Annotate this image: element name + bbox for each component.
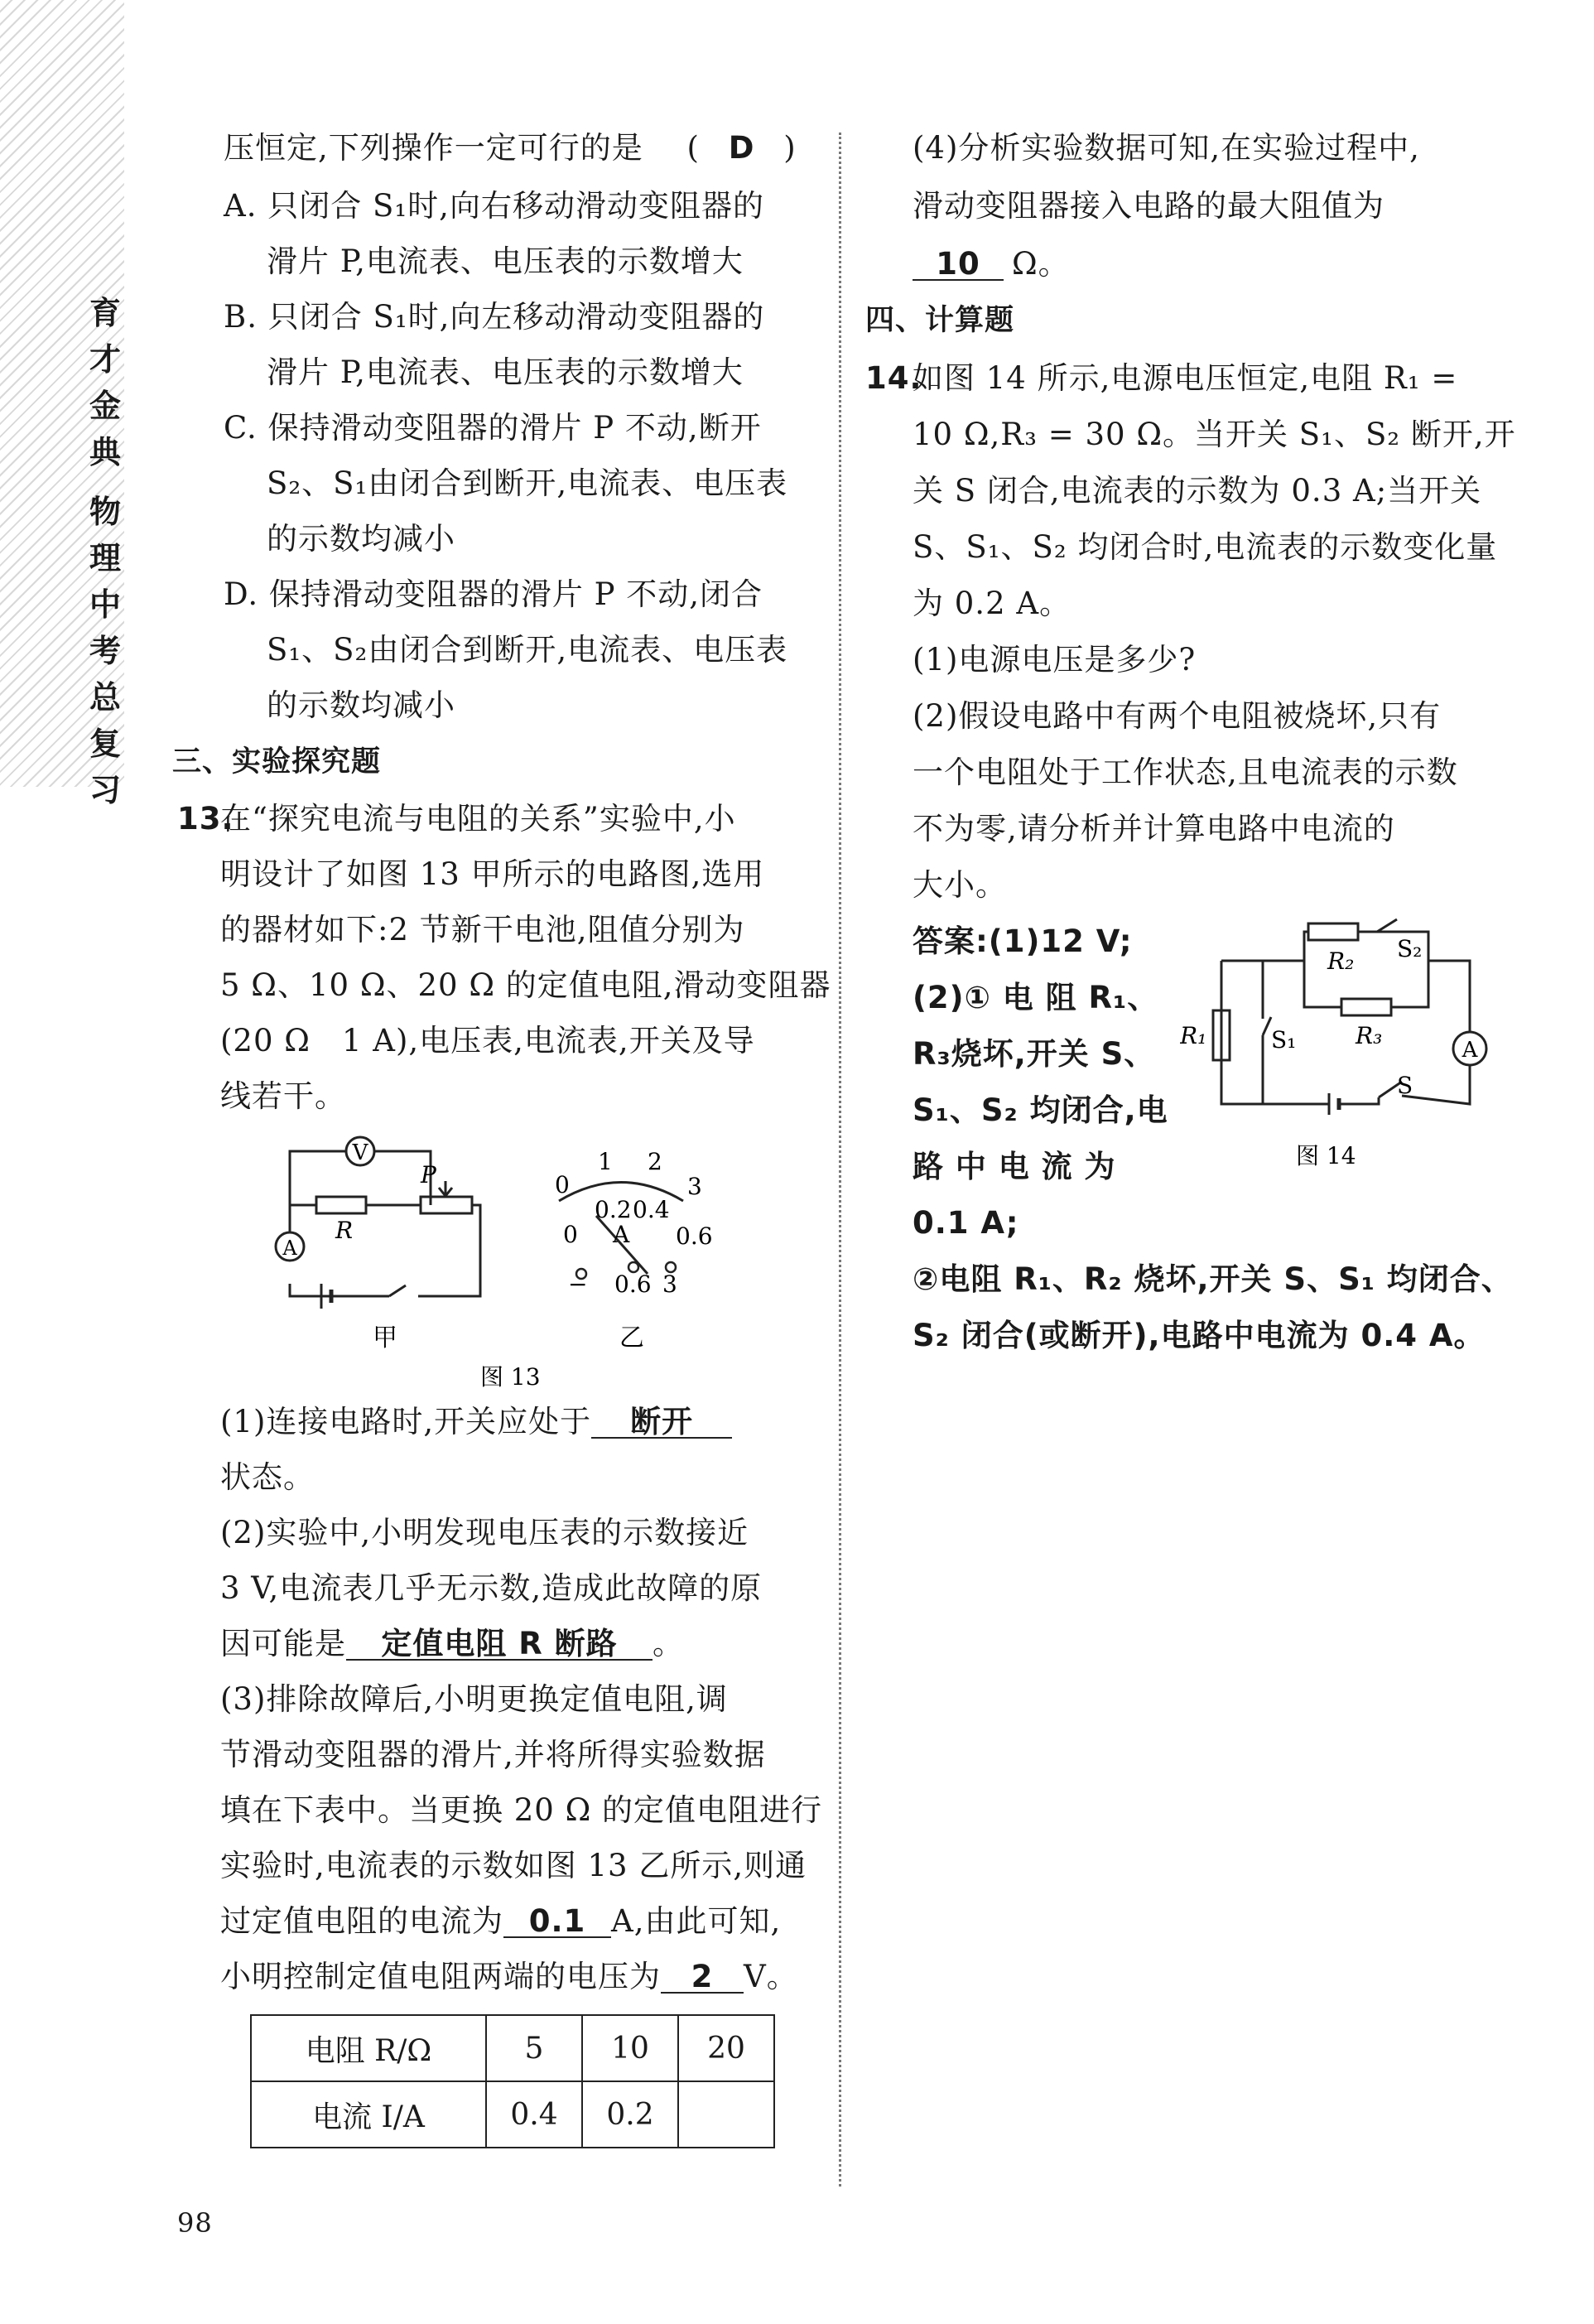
- q13-line3: 的器材如下:2 节新干电池,阻值分别为: [220, 912, 745, 947]
- fig14-r2-label: R₂: [1327, 947, 1355, 975]
- q13-number: 13.: [177, 801, 234, 837]
- fig14-s2-label: S₂: [1397, 935, 1423, 962]
- data-table: [250, 2014, 775, 2148]
- q13-part3-line2: 节滑动变阻器的滑片,并将所得实验数据: [220, 1737, 766, 1772]
- q13-part1-answer: 断开: [591, 1406, 732, 1439]
- answer-line7: ②电阻 R₁、R₂ 烧坏,开关 S、S₁ 均闭合、: [913, 1261, 1513, 1297]
- scale-inner-0: 0: [563, 1221, 578, 1248]
- terminal-3: 3: [662, 1270, 677, 1298]
- q13-part3-line3: 填在下表中。当更换 20 Ω 的定值电阻进行: [220, 1792, 823, 1828]
- terminal-06: 0.6: [614, 1270, 652, 1298]
- q14-sub1: (1)电源电压是多少?: [913, 642, 1197, 677]
- option-c-line2: S₂、S₁由闭合到断开,电流表、电压表: [267, 465, 788, 501]
- option-a-line1: A. 只闭合 S₁时,向右移动滑动变阻器的: [224, 188, 764, 224]
- fig13-r-label: R: [335, 1217, 354, 1244]
- q14-line3: 关 S 闭合,电流表的示数为 0.3 A;当开关: [913, 473, 1482, 509]
- table-cell: 0.4: [486, 2081, 582, 2148]
- meter-unit: A: [613, 1221, 630, 1248]
- fig13-a-label: A: [282, 1237, 297, 1260]
- q13-part3-line4: 实验时,电流表的示数如图 13 乙所示,则通: [220, 1848, 807, 1883]
- q13-part2-answer: 定值电阻 R 断路: [346, 1628, 653, 1661]
- q13-part4-line1: (4)分析实验数据可知,在实验过程中,: [913, 130, 1420, 166]
- book-subject: 物 理 中 考 总 复 习: [89, 493, 121, 808]
- table-row: [251, 2015, 774, 2081]
- figure-14: [1180, 911, 1495, 1184]
- answer-line8: S₂ 闭合(或断开),电路中电流为 0.4 A。: [913, 1318, 1486, 1353]
- table-cell: 电阻 R/Ω: [251, 2015, 486, 2081]
- q13-part1-end: 状态。: [220, 1459, 315, 1495]
- q14-sub2-line2: 一个电阻处于工作状态,且电流表的示数: [913, 755, 1458, 790]
- q13-line5: (20 Ω 1 A),电压表,电流表,开关及导: [220, 1023, 755, 1058]
- q13-line6: 线若干。: [220, 1078, 346, 1114]
- table-cell: [678, 2081, 774, 2148]
- answer-line1: 答案:(1)12 V;: [913, 923, 1133, 959]
- fig14-a-label: A: [1462, 1038, 1478, 1063]
- scale-outer-1: 1: [598, 1148, 613, 1175]
- q12-tail: 压恒定,下列操作一定可行的是 ( D ): [224, 130, 797, 166]
- fig13-v-label: V: [352, 1140, 368, 1165]
- q13-part1: (1)连接电路时,开关应处于 断开: [220, 1406, 732, 1439]
- book-title: 育 才 金 典: [89, 294, 121, 470]
- figure-13: [273, 1126, 803, 1400]
- fig14-r1-label: R₁: [1180, 1022, 1207, 1049]
- q14-sub2-line1: (2)假设电路中有两个电阻被烧坏,只有: [913, 698, 1442, 734]
- q13-voltage-answer: 2: [661, 1961, 744, 1994]
- q14-sub2-line4: 大小。: [913, 867, 1007, 903]
- section4-title: 四、计算题: [865, 304, 1015, 337]
- q13-part2-line1: (2)实验中,小明发现电压表的示数接近: [220, 1515, 749, 1550]
- q13-part3-line6: 小明控制定值电阻两端的电压为 2 V。: [220, 1959, 798, 1994]
- q14-line2: 10 Ω,R₃ = 30 Ω。当开关 S₁、S₂ 断开,开: [913, 417, 1516, 452]
- q14-line1: 如图 14 所示,电源电压恒定,电阻 R₁ =: [913, 360, 1458, 396]
- q13-part2-line2: 3 V,电流表几乎无示数,造成此故障的原: [220, 1570, 763, 1606]
- q13-line2: 明设计了如图 13 甲所示的电路图,选用: [220, 856, 765, 892]
- q13-part2-line3: 因可能是 定值电阻 R 断路 。: [220, 1626, 684, 1661]
- table-cell: 0.2: [582, 2081, 678, 2148]
- fig14-battery: [1329, 1093, 1339, 1115]
- table-cell: 5: [486, 2015, 582, 2081]
- option-b-line1: B. 只闭合 S₁时,向左移动滑动变阻器的: [224, 299, 765, 335]
- table-cell: 10: [582, 2015, 678, 2081]
- option-b-line2: 滑片 P,电流表、电压表的示数增大: [267, 354, 744, 390]
- fig13-label-jia: 甲: [373, 1324, 397, 1352]
- scale-outer-2: 2: [648, 1148, 662, 1175]
- fig14-r3-label: R₃: [1356, 1022, 1383, 1049]
- terminal-minus: −: [568, 1270, 588, 1298]
- q13-part3-line5: 过定值电阻的电流为 0.1 A,由此可知,: [220, 1903, 782, 1939]
- q13-line4: 5 Ω、10 Ω、20 Ω 的定值电阻,滑动变阻器: [220, 967, 831, 1003]
- table-cell: 20: [678, 2015, 774, 2081]
- q12-answer: D: [728, 130, 755, 166]
- q14-sub2-line3: 不为零,请分析并计算电路中电流的: [913, 811, 1395, 846]
- answer-line5: 路 中 电 流 为: [913, 1149, 1116, 1184]
- fig14-caption: 图 14: [1296, 1142, 1356, 1169]
- fig14-s1-label: S₁: [1271, 1026, 1297, 1054]
- q13-part4-line3: 10 Ω。: [913, 248, 1070, 281]
- column-divider: [839, 133, 841, 2187]
- q13-line1: 在“探究电流与电阻的关系”实验中,小: [220, 801, 736, 837]
- table-row: [251, 2081, 774, 2148]
- scale-inner-06: 0.6: [676, 1222, 713, 1250]
- answer-line6: 0.1 A;: [913, 1205, 1019, 1241]
- page-number: 98: [177, 2207, 213, 2239]
- q14-number: 14.: [865, 360, 922, 396]
- scale-outer-3: 3: [687, 1173, 702, 1200]
- answer-line4: S₁、S₂ 均闭合,电: [913, 1092, 1168, 1128]
- answer-line2: (2)① 电 阻 R₁、: [913, 980, 1159, 1015]
- scale-inner-02: 0.2: [595, 1196, 632, 1223]
- fig14-s-label: S: [1397, 1072, 1413, 1099]
- option-d-line1: D. 保持滑动变阻器的滑片 P 不动,闭合: [224, 576, 763, 612]
- fig13-circuit-jia: [290, 1151, 480, 1296]
- option-a-line2: 滑片 P,电流表、电压表的示数增大: [267, 243, 744, 279]
- scale-outer-0: 0: [555, 1171, 570, 1198]
- table-cell: 电流 I/A: [251, 2081, 486, 2148]
- q14-line5: 为 0.2 A。: [913, 586, 1071, 621]
- q13-part4-line2: 滑动变阻器接入电路的最大阻值为: [913, 188, 1385, 224]
- scale-inner-04: 0.4: [633, 1196, 670, 1223]
- q14-line4: S、S₁、S₂ 均闭合时,电流表的示数变化量: [913, 529, 1498, 565]
- fig13-label-yi: 乙: [619, 1324, 644, 1352]
- option-d-line3: 的示数均减小: [267, 687, 455, 723]
- section3-title: 三、实验探究题: [172, 745, 382, 779]
- option-d-line2: S₁、S₂由闭合到断开,电流表、电压表: [267, 632, 788, 668]
- q13-current-answer: 0.1: [503, 1906, 611, 1938]
- q13-max-resistance-answer: 10: [913, 248, 1004, 281]
- answer-line3: R₃烧坏,开关 S、: [913, 1036, 1156, 1072]
- fig13-caption: 图 13: [480, 1363, 541, 1391]
- option-c-line3: 的示数均减小: [267, 521, 455, 557]
- q13-part3-line1: (3)排除故障后,小明更换定值电阻,调: [220, 1681, 728, 1717]
- option-c-line1: C. 保持滑动变阻器的滑片 P 不动,断开: [224, 410, 762, 446]
- fig13-p-label: P: [421, 1161, 436, 1189]
